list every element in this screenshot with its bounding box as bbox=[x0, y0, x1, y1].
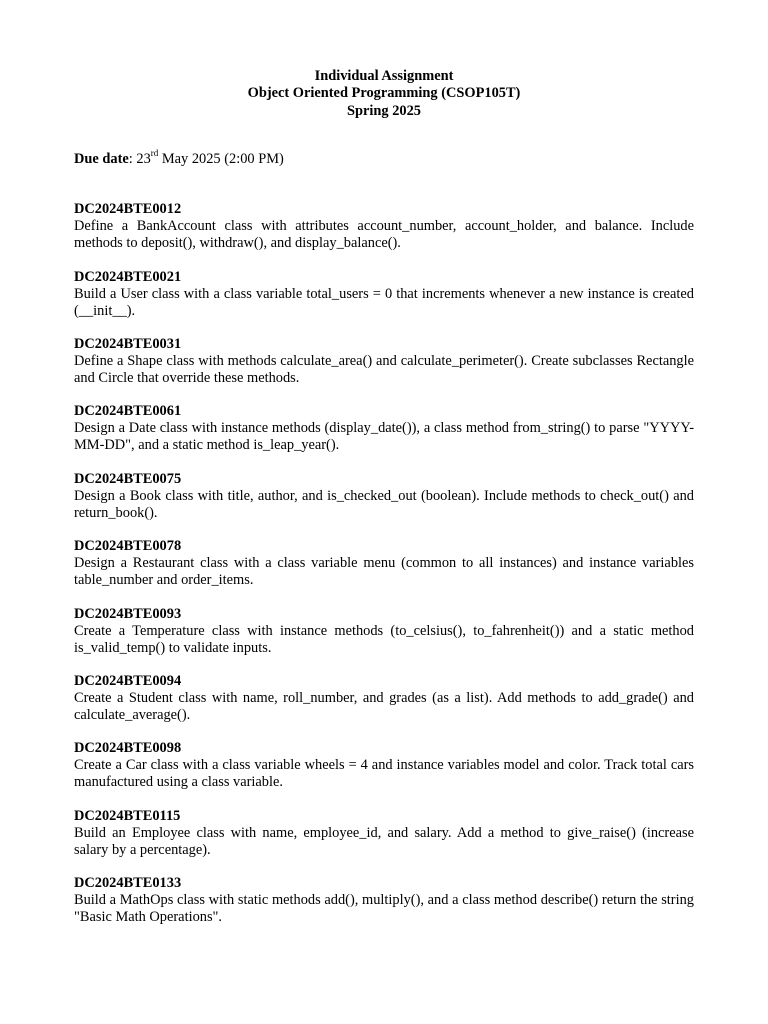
task-item bbox=[74, 606, 694, 657]
task-item bbox=[74, 471, 694, 522]
due-date-line bbox=[74, 148, 694, 168]
student-id: DC2024BTE0078 bbox=[74, 538, 182, 555]
due-date-day: 23 bbox=[136, 151, 151, 168]
task-description: Build a MathOps class with static methods add(), multiply(), and a class method describe() return the string "Basic Math Operations". bbox=[74, 892, 694, 926]
task-item bbox=[74, 269, 694, 320]
task-item bbox=[74, 538, 694, 589]
student-id: DC2024BTE0133 bbox=[74, 875, 182, 892]
task-list bbox=[74, 201, 694, 926]
document-header bbox=[74, 68, 694, 120]
student-id: DC2024BTE0012 bbox=[74, 201, 182, 218]
assignment-title: Individual Assignment bbox=[314, 68, 454, 84]
course-title: Object Oriented Programming (CSOP105T) bbox=[247, 85, 521, 102]
term-label: Spring 2025 bbox=[347, 102, 421, 119]
task-description: Create a Temperature class with instance methods (to_celsius(), to_fahrenheit()) and a static method is_valid_temp() to validate inputs. bbox=[74, 622, 694, 656]
student-id: DC2024BTE0075 bbox=[74, 470, 182, 487]
due-date-colon: : bbox=[128, 151, 137, 168]
due-date-ordinal-suffix: rd bbox=[150, 148, 159, 159]
student-id: DC2024BTE0093 bbox=[74, 605, 182, 622]
task-description: Build an Employee class with name, employee_id, and salary. Add a method to give_raise() (increase salary by a percentage). bbox=[74, 824, 694, 858]
student-id: DC2024BTE0098 bbox=[74, 740, 182, 757]
due-date-label: Due date bbox=[74, 151, 129, 168]
task-description: Create a Student class with name, roll_number, and grades (as a list). Add methods to add_grade() and calculate_average(). bbox=[74, 689, 694, 723]
student-id: DC2024BTE0115 bbox=[74, 807, 181, 824]
task-item bbox=[74, 673, 694, 724]
task-description: Build a User class with a class variable total_users = 0 that increments whenever a new instance is created (__init__). bbox=[74, 285, 694, 319]
task-description: Create a Car class with a class variable wheels = 4 and instance variables model and color. Track total cars manufactured using a class variable. bbox=[74, 757, 694, 791]
task-item bbox=[74, 808, 694, 859]
student-id: DC2024BTE0094 bbox=[74, 672, 182, 689]
task-item bbox=[74, 336, 694, 387]
student-id: DC2024BTE0061 bbox=[74, 403, 182, 420]
task-item bbox=[74, 875, 694, 926]
due-date-rest: May 2025 (2:00 PM) bbox=[158, 151, 284, 168]
task-description: Design a Book class with title, author, and is_checked_out (boolean). Include methods to check_out() and return_book(). bbox=[74, 487, 694, 521]
task-description: Define a Shape class with methods calculate_area() and calculate_perimeter(). Create subclasses Rectangle and Circle that override these methods. bbox=[74, 353, 694, 386]
task-item bbox=[74, 201, 694, 252]
student-id: DC2024BTE0031 bbox=[74, 336, 182, 352]
task-description: Define a BankAccount class with attributes account_number, account_holder, and balance. Include methods to deposit(), withdraw(), and display_balance(). bbox=[74, 218, 694, 252]
student-id: DC2024BTE0021 bbox=[74, 268, 182, 285]
task-item bbox=[74, 740, 694, 791]
task-description: Design a Date class with instance methods (display_date()), a class method from_string() to parse "YYYY-MM-DD", and a static method is_leap_year(). bbox=[74, 420, 694, 454]
task-item bbox=[74, 403, 694, 454]
task-description: Design a Restaurant class with a class variable menu (common to all instances) and instance variables table_number and order_items. bbox=[74, 555, 694, 589]
